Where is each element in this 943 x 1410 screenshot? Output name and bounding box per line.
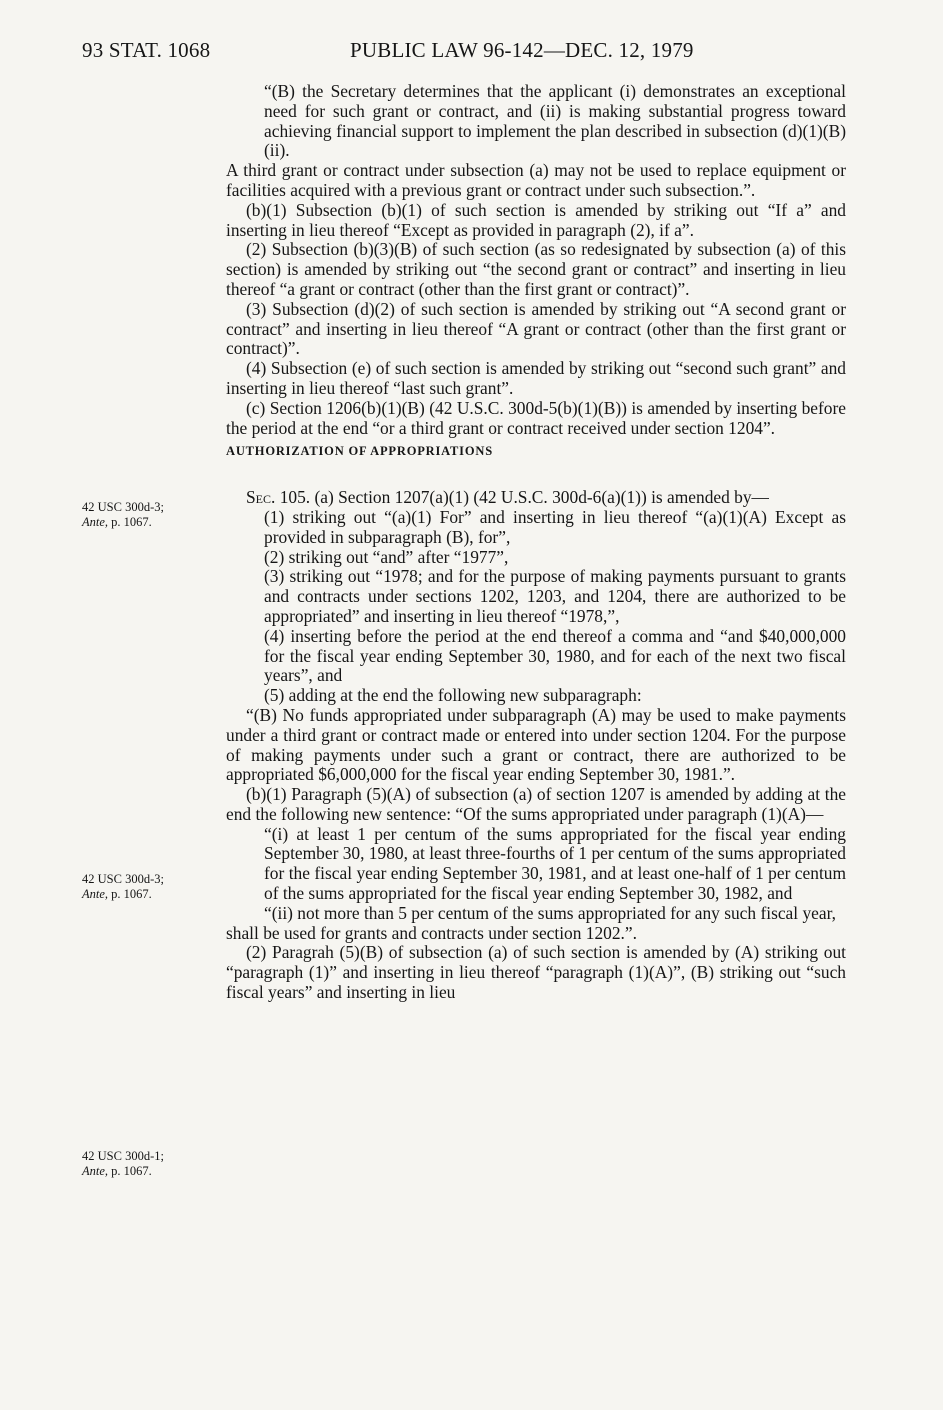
- running-header: PUBLIC LAW 96-142—DEC. 12, 1979: [350, 38, 694, 62]
- margin-note-ref-page: p. 1067.: [108, 1164, 152, 1178]
- clause-1: (1) striking out “(a)(1) For” and inserting in lieu thereof “(a)(1)(A) Except as provided in subparagraph (B), for”,: [264, 506, 846, 547]
- margin-note-2: [82, 872, 217, 902]
- clause-2: (2) striking out “and” after “1977”,: [264, 546, 509, 567]
- statute-body: [226, 82, 846, 1003]
- paragraph-b3: (3) Subsection (d)(2) of such section is amended by striking out “A second grant or contract” and inserting in lieu thereof “A grant or contract (other than the first grant or contract)”.: [226, 298, 846, 359]
- margin-note-ref-label: Ante,: [82, 515, 109, 529]
- new-subparagraph-b: “(B) No funds appropriated under subparagraph (A) may be used to make payments under a third grant or contract made or entered into under section 1204. For the purpose of making payments under such a grant or contract, there are authorized to be appropriated $6,000,000 for the fiscal year ending September 30, 1981.”.: [226, 704, 846, 785]
- paragraph-b1-amendment: (b)(1) Paragraph (5)(A) of subsection (a) of section 1207 is amended by adding at the end the following new sentence: “Of the sums appropriated under paragraph (1)(A)—: [226, 784, 846, 824]
- statute-page-number: 93 STAT. 1068: [82, 38, 211, 62]
- paragraph-c: (c) Section 1206(b)(1)(B) (42 U.S.C. 300d-5(b)(1)(B)) is amended by inserting before the period at the end “or a third grant or contract received under section 1204”.: [226, 397, 846, 438]
- paragraph-third-grant: A third grant or contract under subsection (a) may not be used to replace equipment or facilities acquired with a previous grant or contract under such subsection.”.: [226, 160, 846, 200]
- margin-note-cite: 42 USC 300d-1;: [82, 1149, 164, 1163]
- margin-note-ref-page: p. 1067.: [108, 515, 152, 529]
- section-105-intro: [226, 488, 846, 508]
- clause-4: (4) inserting before the period at the end thereof a comma and “and $40,000,000 for the fiscal year ending September 30, 1980, and for each of the next two fiscal years”, and: [264, 625, 846, 686]
- paragraph-b1: (b)(1) Subsection (b)(1) of such section is amended by striking out “If a” and inserting in lieu thereof “Except as provided in paragraph (2), if a”.: [226, 199, 846, 240]
- section-label: Sec.: [246, 487, 276, 508]
- margin-note-ref: [82, 515, 217, 530]
- paragraph-b4: (4) Subsection (e) of such section is amended by striking out “second such grant” and inserting in lieu thereof “last such grant”.: [226, 358, 846, 398]
- margin-note-ref-page: p. 1067.: [108, 887, 152, 901]
- paragraph-closing: shall be used for grants and contracts under section 1202.”.: [226, 922, 637, 943]
- margin-note-ref-label: Ante,: [82, 887, 109, 901]
- margin-note-ref: [82, 1164, 217, 1179]
- margin-note-ref: [82, 887, 217, 902]
- paragraph-b-condition: “(B) the Secretary determines that the applicant (i) demonstrates an exceptional need for such grant or contract, and (ii) is making substantial progress toward achieving financial support to implement the plan described in subsection (d)(1)(B)(ii).: [264, 81, 846, 161]
- margin-note-3: [82, 1149, 217, 1179]
- section-105-text: 105. (a) Section 1207(a)(1) (42 U.S.C. 300d-6(a)(1)) is amended by—: [275, 487, 769, 508]
- margin-note-cite: 42 USC 300d-3;: [82, 500, 164, 514]
- paragraph-2: (2) Paragrah (5)(B) of subsection (a) of such section is amended by (A) striking out “paragraph (1)” and inserting in lieu thereof “paragraph (1)(A)”, (B) striking out “such fiscal years” and inserting in lieu: [226, 942, 846, 1003]
- margin-note-ref-label: Ante,: [82, 1164, 109, 1178]
- clause-3: (3) striking out “1978; and for the purpose of making payments pursuant to grants and contracts under sections 1202, 1203, and 1204, there are authorized to be appropriated” and inserting in lieu thereof “1978,”,: [264, 566, 846, 626]
- item-ii: “(ii) not more than 5 per centum of the sums appropriated for any such fiscal year,: [264, 902, 837, 923]
- margin-note-cite: 42 USC 300d-3;: [82, 872, 164, 886]
- item-i: “(i) at least 1 per centum of the sums appropriated for the fiscal year ending September 30, 1980, at least three-fourths of 1 per centum of the sums appropriated for the fiscal year ending September 30, 1981, and at least one-half of 1 per centum of the sums appropriated for the fiscal year ending September 30, 1982, and: [264, 823, 846, 904]
- section-heading: AUTHORIZATION OF APPROPRIATIONS: [226, 444, 493, 459]
- margin-note-1: [82, 500, 217, 530]
- clause-5: (5) adding at the end the following new subparagraph:: [264, 685, 642, 706]
- paragraph-b2: (2) Subsection (b)(3)(B) of such section (as so redesignated by subsection (a) of this section) is amended by striking out “the second grant or contract” and inserting in lieu thereof “a grant or contract (other than the first grant or contract)”.: [226, 239, 846, 299]
